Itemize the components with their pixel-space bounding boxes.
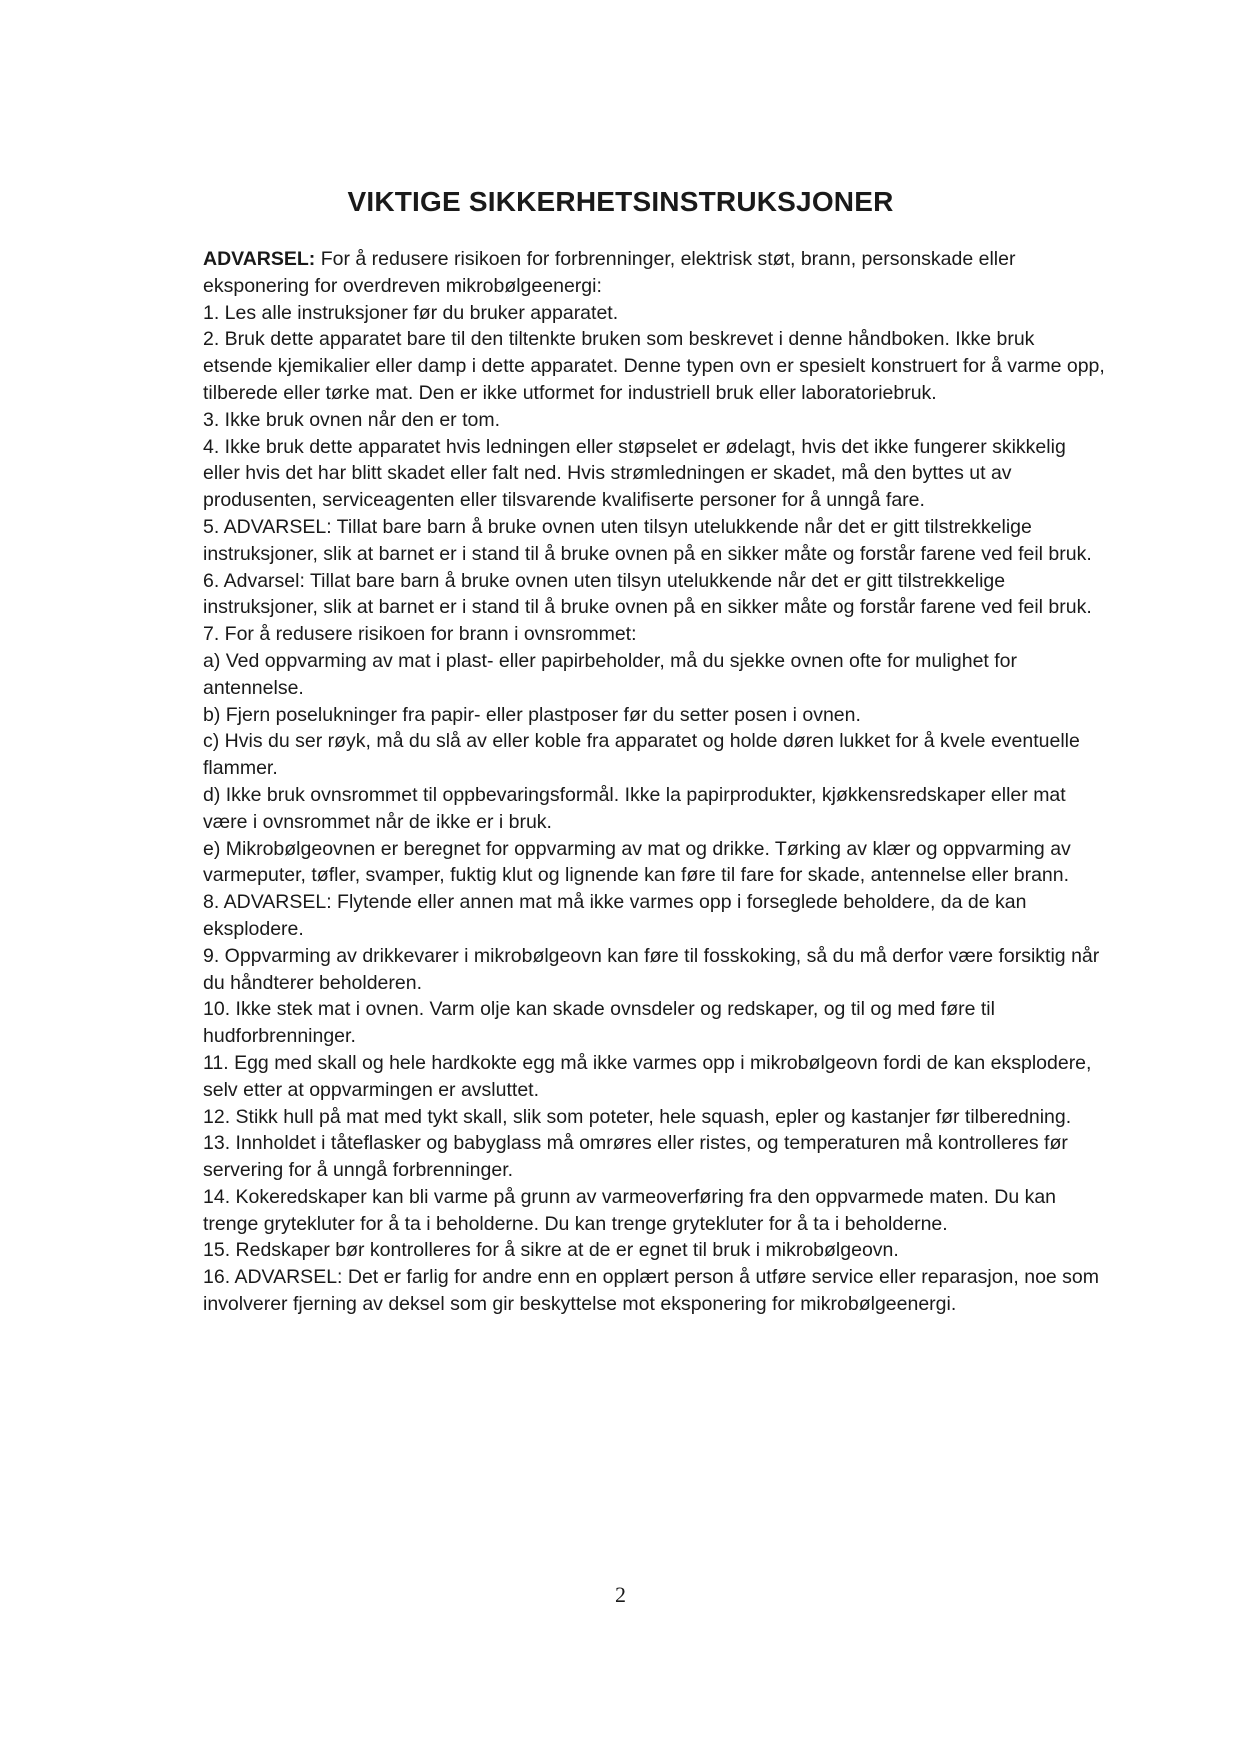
instruction-item-4: 4. Ikke bruk dette apparatet hvis ledningen eller støpselet er ødelagt, hvis det ikke fungerer skikkelig eller hvis det har blitt skadet eller falt ned. Hvis strømledningen er skadet, må den byttes ut av produsenten, serviceagenten eller tilsvarende kvalifiserte personer for å unngå fare. xyxy=(203,435,1066,512)
warning-intro-text: For å redusere risikoen for forbrenninger, elektrisk støt, brann, personskade eller eksponering for overdreven mikrobølgeenergi: xyxy=(203,248,1016,297)
page-number: 2 xyxy=(615,1582,626,1607)
instruction-item-7e: e) Mikrobølgeovnen er beregnet for oppvarming av mat og drikke. Tørking av klær og oppvarming av varmeputer, tøfler, svamper, fuktig klut og lignende kan føre til fare for skade, antennelse eller brann. xyxy=(203,837,1071,887)
instructions-body xyxy=(203,246,1108,1318)
page-title: VIKTIGE SIKKERHETSINSTRUKSJONER xyxy=(347,186,894,217)
instruction-item-7d: d) Ikke bruk ovnsrommet til oppbevaringsformål. Ikke la papirprodukter, kjøkkensredskaper eller mat være i ovnsrommet når de ikke er i bruk. xyxy=(203,783,1066,833)
instruction-item-13: 13. Innholdet i tåteflasker og babyglass må omrøres eller ristes, og temperaturen må kontrolleres før servering for å unngå forbrenninger. xyxy=(203,1132,1068,1182)
instruction-item-10: 10. Ikke stek mat i ovnen. Varm olje kan skade ovnsdeler og redskaper, og til og med føre til hudforbrenninger. xyxy=(203,998,995,1048)
instruction-item-2: 2. Bruk dette apparatet bare til den tiltenkte bruken som beskrevet i denne håndboken. Ikke bruk etsende kjemikalier eller damp i dette apparatet. Denne typen ovn er spesielt konstruert for å varme opp, tilberede eller tørke mat. Den er ikke utformet for industriell bruk eller laboratoriebruk. xyxy=(203,328,1105,404)
instruction-item-14: 14. Kokeredskaper kan bli varme på grunn av varmeoverføring fra den oppvarmede maten. Du kan trenge grytekluter for å ta i beholderne. Du kan trenge grytekluter for å ta i beholderne. xyxy=(203,1185,1057,1235)
warning-intro xyxy=(203,246,1108,300)
instruction-item-3: 3. Ikke bruk ovnen når den er tom. xyxy=(203,408,500,431)
warning-label: ADVARSEL: xyxy=(203,248,316,270)
instruction-item-5: 5. ADVARSEL: Tillat bare barn å bruke ovnen uten tilsyn utelukkende når det er gitt tilstrekkelige instruksjoner, slik at barnet er i stand til å bruke ovnen på en sikker måte og forstår farene ved feil bruk. xyxy=(203,515,1092,565)
instruction-item-1: 1. Les alle instruksjoner før du bruker apparatet. xyxy=(203,301,619,324)
instruction-item-7c: c) Hvis du ser røyk, må du slå av eller koble fra apparatet og holde døren lukket for å kvele eventuelle flammer. xyxy=(203,730,1080,780)
instruction-item-6: 6. Advarsel: Tillat bare barn å bruke ovnen uten tilsyn utelukkende når det er gitt tilstrekkelige instruksjoner, slik at barnet er i stand til å bruke ovnen på en sikker måte og forstår farene ved feil bruk. xyxy=(203,569,1092,619)
instruction-item-9: 9. Oppvarming av drikkevarer i mikrobølgeovn kan føre til fosskoking, så du må derfor være forsiktig når du håndterer beholderen. xyxy=(203,944,1100,994)
instruction-item-7b: b) Fjern poselukninger fra papir- eller plastposer før du setter posen i ovnen. xyxy=(203,703,861,726)
instruction-item-16: 16. ADVARSEL: Det er farlig for andre enn en opplært person å utføre service eller reparasjon, noe som involverer fjerning av deksel som gir beskyttelse mot eksponering for mikrobølgeenergi. xyxy=(203,1266,1100,1316)
instruction-item-15: 15. Redskaper bør kontrolleres for å sikre at de er egnet til bruk i mikrobølgeovn. xyxy=(203,1239,899,1262)
instruction-item-8: 8. ADVARSEL: Flytende eller annen mat må ikke varmes opp i forseglede beholdere, da de kan eksplodere. xyxy=(203,891,1027,940)
instruction-item-7: 7. For å redusere risikoen for brann i ovnsrommet: xyxy=(203,623,637,646)
instruction-item-11: 11. Egg med skall og hele hardkokte egg må ikke varmes opp i mikrobølgeovn fordi de kan eksplodere, selv etter at oppvarmingen er avsluttet. xyxy=(203,1051,1092,1101)
instruction-item-7a: a) Ved oppvarming av mat i plast- eller papirbeholder, må du sjekke ovnen ofte for mulighet for antennelse. xyxy=(203,649,1018,699)
instruction-item-12: 12. Stikk hull på mat med tykt skall, slik som poteter, hele squash, epler og kastanjer før tilberedning. xyxy=(203,1105,1072,1128)
